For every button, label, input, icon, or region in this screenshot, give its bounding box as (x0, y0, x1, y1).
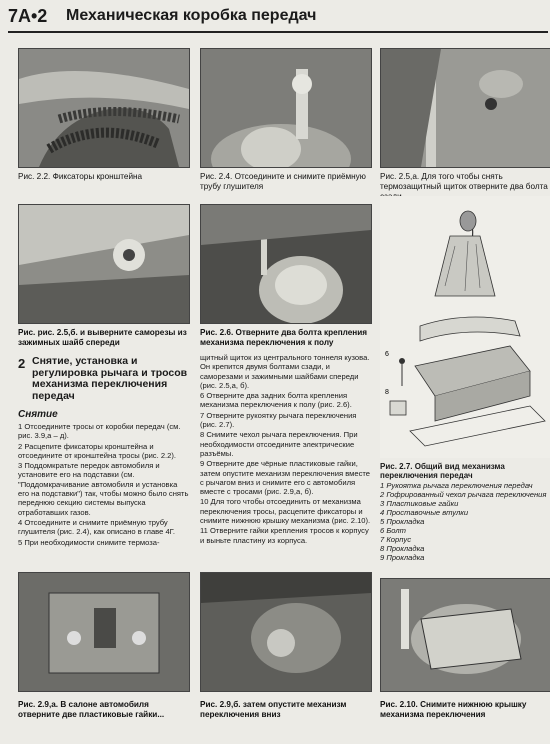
step-7: 7 Отверните рукоятку рычага переключения (рис. 2.7). (200, 410, 357, 430)
legend-item: 4 Проставочные втулки (380, 507, 469, 517)
text-column-middle (200, 353, 372, 546)
section-heading (18, 356, 198, 406)
caption-fig-2-2: Рис. 2.2. Фиксаторы кронштейна (18, 172, 143, 181)
step-10: 10 Для того чтобы отсоединить от механизма переключения тросы, расцепите фиксаторы и снимите нижнюю крышку механизма (рис. 2.10). (200, 497, 371, 526)
legend-item: 2 Гофрированный чехол рычага переключения (380, 489, 547, 499)
photo-fig-2-6 (200, 204, 372, 324)
legend-item: 5 Прокладка (380, 516, 425, 526)
step-1: 1 Отсоедините тросы от коробки передач (см. рис. 3.9,а – д). (18, 422, 181, 441)
section-number: 2 (18, 356, 26, 371)
text-column-left (18, 422, 190, 548)
step-3: 3 Поддомкратьте передок автомобиля и установите его на подставки (см. "Поддомкрачивание автомобиля и установка его на подставки") так, чтобы можно было снять переднюю секцию системы выпуска отработавших газов. (18, 461, 189, 517)
section-title: Снятие, установка и регулировка рычага и тросов механизма переключения передач (32, 355, 188, 402)
header-rule (8, 31, 548, 33)
photo-fig-2-9a (18, 572, 190, 692)
photo-fig-2-9b (200, 572, 372, 692)
legend-item: 6 Болт (380, 525, 406, 535)
page-number: 7A•2 (8, 6, 48, 26)
legend-item: 3 Пластиковые гайки (380, 498, 459, 508)
caption-fig-2-5a: Рис. 2.5,а. Для того чтобы снять термозащитный щиток отверните два болта (380, 172, 548, 191)
photo-fig-2-10 (380, 578, 550, 692)
subsection-title: Снятие (18, 409, 58, 420)
legend-item: 7 Корпус (380, 534, 412, 544)
step-11: 11 Отверните гайки крепления тросов к корпусу и выньте пластину из корпуса. (200, 526, 369, 545)
fig-2-7-legend (380, 462, 548, 562)
page-title: Механическая коробка передач (66, 7, 317, 24)
step-6: 6 Отверните два задних болта крепления механизма переключения к полу (рис. 2.6). (200, 391, 352, 410)
caption-fig-2-6: Рис. 2.6. Отверните два болта крепления механизма переключения к полу (200, 328, 368, 347)
photo-fig-2-2 (18, 48, 190, 168)
caption-fig-2-10: Рис. 2.10. Снимите нижнюю крышку механизма переключения (380, 700, 527, 719)
diagram-fig-2-7 (380, 196, 550, 458)
photo-fig-2-5b (18, 204, 190, 324)
caption-fig-2-4: Рис. 2.4. Отсоедините и снимите приёмную трубу глушителя (200, 172, 366, 191)
photo-fig-2-4 (200, 48, 372, 168)
photo-fig-2-5a (380, 48, 550, 168)
caption-fig-2-9b: Рис. 2.9,б. затем опустите механизм переключения вниз (200, 700, 347, 719)
step-5-cont: щитный щиток из центрального тоннеля кузова. Он крепится двумя болтами сзади, и саморезами и зажимными шайбами спереди (рис. 2.5,а, б). (200, 353, 370, 390)
step-9: 9 Отверните две чёрные пластиковые гайки, затем опустите механизм переключения вместе с рычагом вниз и снимите его с автомобиля вместе с тросами (рис. 2.9,а, б). (200, 459, 371, 497)
step-4: 4 Отсоедините и снимите приёмную трубу глушителя (рис. 2.4), как описано в главе 4Г. (18, 517, 175, 537)
legend-item: 9 Прокладка (380, 552, 425, 562)
legend-item: 1 Рукоятка рычага переключения передач (380, 480, 533, 490)
legend-item: 8 Прокладка (380, 543, 425, 553)
svg-text:8: 8 (385, 389, 389, 396)
caption-fig-2-7: Рис. 2.7. Общий вид механизма переключения передач (380, 462, 505, 481)
caption-fig-2-9a: Рис. 2.9,а. В салоне автомобиля отверните две пластиковые гайки... (18, 700, 165, 719)
step-2: 2 Расцепите фиксаторы кронштейна и отсоедините от кронштейна тросы (рис. 2.2). (18, 441, 177, 460)
step-5: 5 При необходимости снимите термоза- (18, 537, 160, 547)
svg-text:6: 6 (385, 351, 389, 358)
step-8: 8 Снимите чехол рычага переключения. При необходимости отсоедините электрические разъёмы. (200, 430, 358, 458)
caption-fig-2-5b: Рис. рис. 2.5,б. и выверните саморезы из зажимных шайб спереди (18, 328, 187, 347)
page-header (8, 4, 548, 30)
